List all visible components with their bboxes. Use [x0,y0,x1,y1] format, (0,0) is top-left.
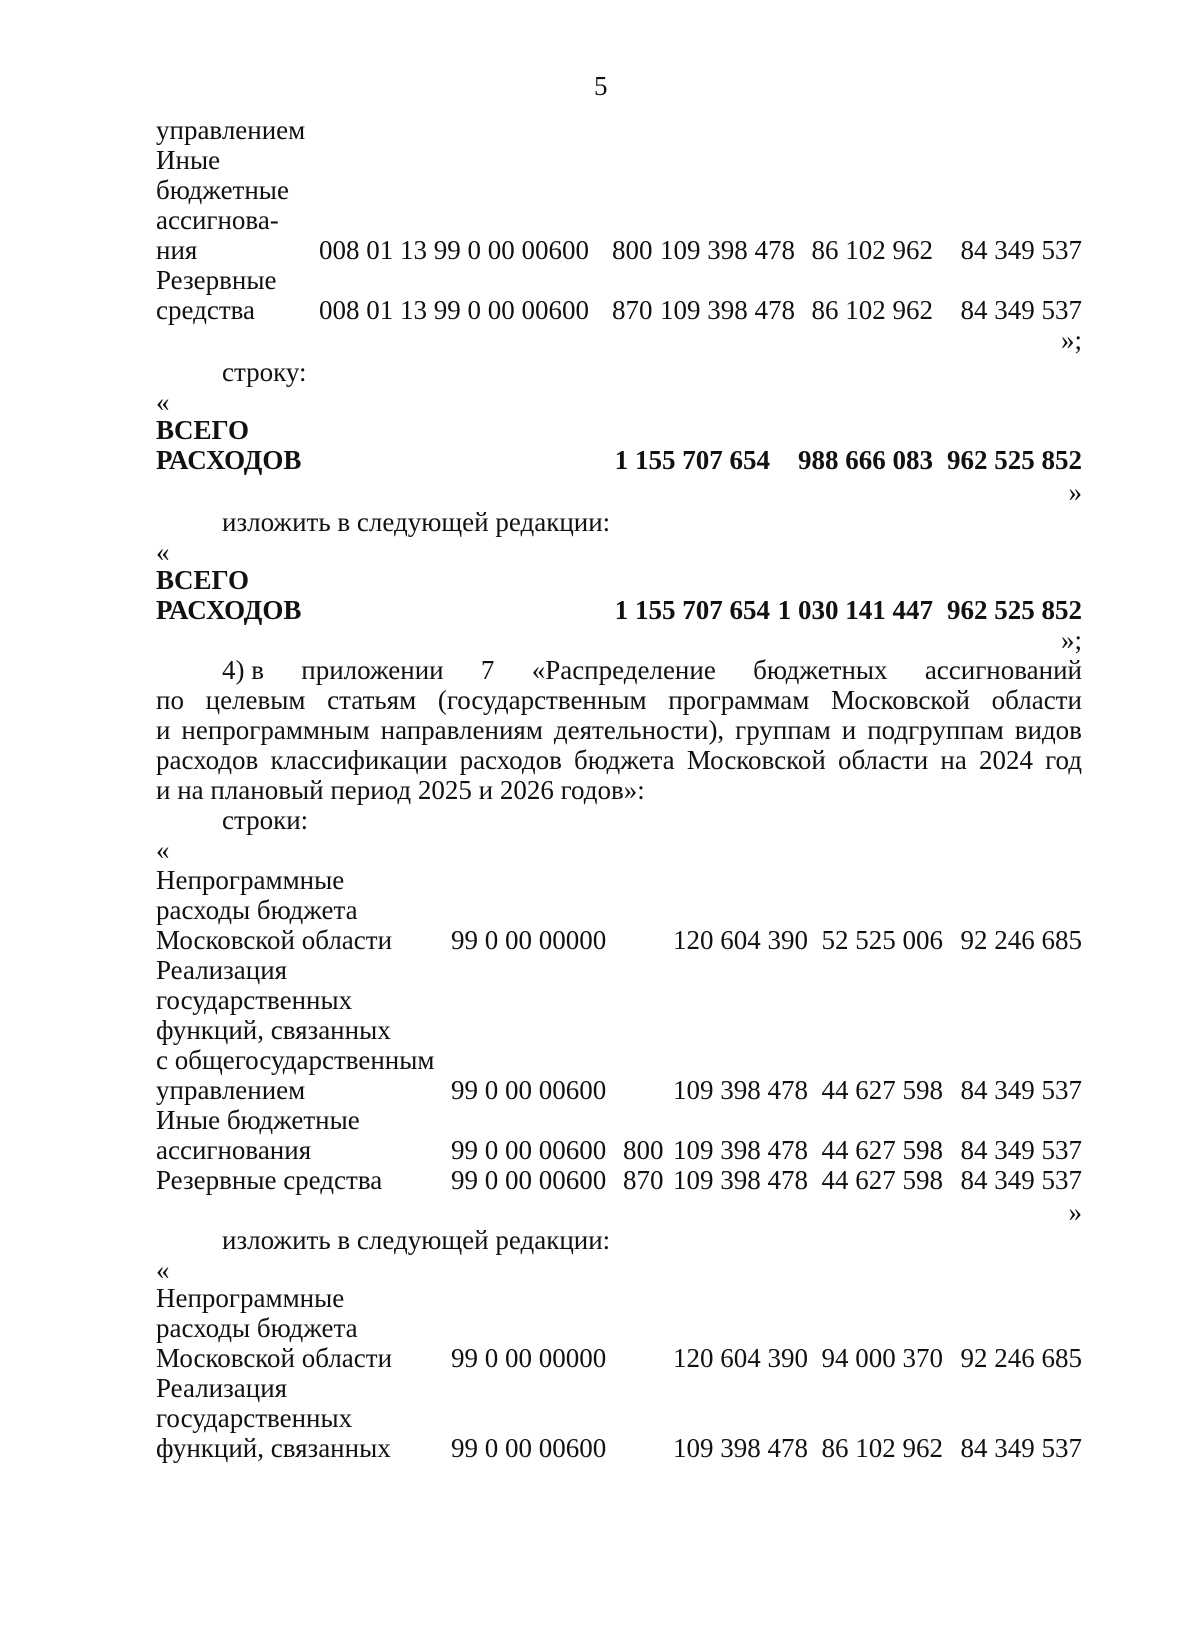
code-cell: 99 0 00 00000 [451,1343,607,1373]
word: подгруппам [867,715,1004,745]
row-name-line: Московской области [156,925,393,955]
code-cell: 99 0 00 00600 [451,1075,607,1105]
paragraph-line [156,685,1082,715]
word: ассигнований [924,655,1082,685]
word: направлениям [380,715,543,745]
value-2025: 44 627 598 [821,1165,943,1195]
row-name-line: Иные [156,145,221,175]
value-2024: 109 398 478 [673,1075,808,1105]
code-cell: 99 0 00 00600 [451,1135,607,1165]
row-name-line: расходы бюджета [156,895,358,925]
word: деятельности), [553,715,725,745]
word: бюджетных [753,655,888,685]
total-2026: 962 525 852 [947,595,1082,625]
row-name-line: с общегосударственным [156,1045,435,1075]
value-2024: 120 604 390 [673,1343,808,1373]
row-name-line: государственных [156,1403,353,1433]
code-cell: 99 0 00 00600 [451,1165,607,1195]
row-name-line: ассигнования [156,1135,312,1165]
value-2026: 92 246 685 [960,1343,1082,1373]
row-name-line: Иные бюджетные [156,1105,360,1135]
word: (государственным [437,685,647,715]
value-2026: 84 349 537 [960,1433,1082,1463]
value-2026: 84 349 537 [960,295,1082,325]
row-name-line: государственных [156,985,353,1015]
value-2025: 44 627 598 [821,1075,943,1105]
row-name-line: Непрограммные [156,865,345,895]
vr-cell: 800 [623,1135,664,1165]
code-cell: 99 0 00 00600 [451,1433,607,1463]
value-2025: 86 102 962 [811,295,933,325]
code-cell: 008 01 13 99 0 00 00600 [319,235,589,265]
value-2024: 109 398 478 [673,1135,808,1165]
value-2024: 109 398 478 [660,295,795,325]
row-name-line: бюджетные [156,175,289,205]
word: 7 [480,655,495,685]
closing-quote: » [1068,477,1082,507]
total-label-line: РАСХОДОВ [156,445,302,475]
value-2026: 92 246 685 [960,925,1082,955]
vr-cell: 870 [623,1165,664,1195]
row-name-line: Резервные [156,265,277,295]
vr-cell: 870 [612,295,653,325]
total-2026: 962 525 852 [947,445,1082,475]
total-2025: 988 666 083 [798,445,933,475]
word: 2024 [978,745,1033,775]
total-label-line: РАСХОДОВ [156,595,302,625]
word: по [156,685,184,715]
code-cell: 008 01 13 99 0 00 00600 [319,295,589,325]
total-2024: 1 155 707 654 [614,445,770,475]
word: и [841,715,857,745]
instruction-line: изложить в следующей редакции: [222,1225,611,1255]
opening-quote: « [156,835,170,865]
total-2025: 1 030 141 447 [777,595,933,625]
word: расходов [156,745,259,775]
word: классификации [270,745,448,775]
word: бюджета [574,745,675,775]
value-2024: 109 398 478 [673,1433,808,1463]
value-2024: 109 398 478 [673,1165,808,1195]
row-name-line: расходы бюджета [156,1313,358,1343]
row-name-line: средства [156,295,256,325]
closing-quote: »; [1060,325,1082,355]
row-name-line: Резервные средства [156,1165,383,1195]
instruction-line: строки: [222,805,309,835]
value-2026: 84 349 537 [960,1135,1082,1165]
row-name-line: ния [156,235,198,265]
row-name-line: Московской области [156,1343,393,1373]
value-2025: 86 102 962 [811,235,933,265]
instruction-line: изложить в следующей редакции: [222,507,611,537]
paragraph-line [222,655,1082,685]
total-2024: 1 155 707 654 [614,595,770,625]
word: группам [735,715,831,745]
code-cell: 99 0 00 00000 [451,925,607,955]
word: 4) в [222,655,264,685]
word: год [1045,745,1082,775]
word: области [991,685,1082,715]
word: области [837,745,929,775]
word: статьям [327,685,417,715]
word: приложении [301,655,444,685]
page-number: 5 [594,71,608,101]
word: целевым [205,685,306,715]
value-2025: 52 525 006 [821,925,943,955]
value-2024: 120 604 390 [673,925,808,955]
word: расходов [459,745,562,775]
vr-cell: 800 [612,235,653,265]
paragraph-last-line: и на плановый период 2025 и 2026 годов»: [156,775,645,805]
value-2025: 44 627 598 [821,1135,943,1165]
row-name-line: функций, связанных [156,1433,391,1463]
instruction-line: строку: [222,357,307,387]
value-2025: 86 102 962 [821,1433,943,1463]
word: на [940,745,967,775]
row-name-line: Реализация [156,955,288,985]
value-2026: 84 349 537 [960,1075,1082,1105]
row-name-line: управлением [156,1075,306,1105]
total-label-line: ВСЕГО [156,565,250,595]
value-2026: 84 349 537 [960,235,1082,265]
closing-quote: » [1068,1197,1082,1227]
value-2025: 94 000 370 [821,1343,943,1373]
word: Московской [686,745,826,775]
row-name-line: управлением [156,115,306,145]
word: непрограммным [181,715,370,745]
total-label-line: ВСЕГО [156,415,250,445]
row-name-line: Непрограммные [156,1283,345,1313]
value-2024: 109 398 478 [660,235,795,265]
row-name-line: Реализация [156,1373,288,1403]
paragraph-line [156,745,1082,775]
word: «Распределение [531,655,716,685]
word: видов [1014,715,1082,745]
row-name-line: ассигнова- [156,205,279,235]
opening-quote: « [156,387,170,417]
row-name-line: функций, связанных [156,1015,391,1045]
value-2026: 84 349 537 [960,1165,1082,1195]
word: Московской [830,685,970,715]
word: программам [668,685,810,715]
opening-quote: « [156,1255,170,1285]
opening-quote: « [156,537,170,567]
paragraph-line [156,715,1082,745]
word: и [156,715,171,745]
closing-quote: »; [1060,625,1082,655]
